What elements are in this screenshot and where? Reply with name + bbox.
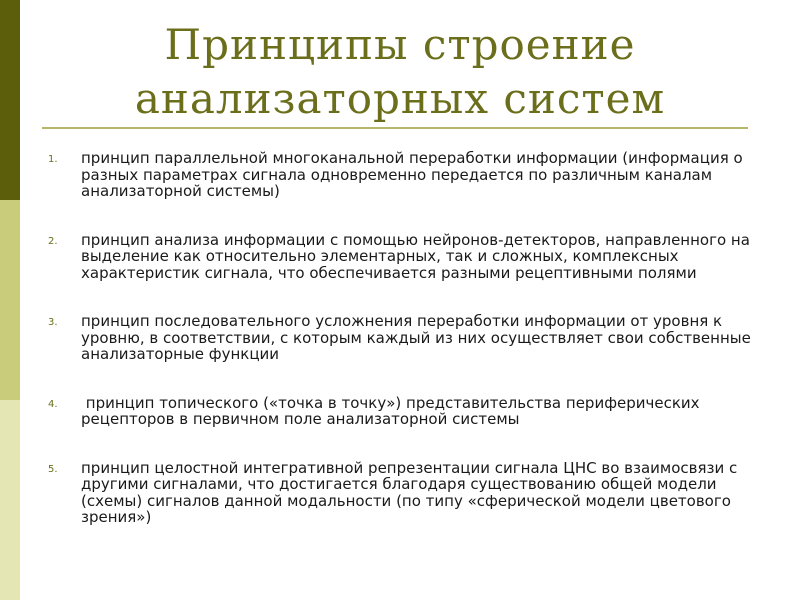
list-item [48,150,760,200]
side-bar-segment-middle [0,200,20,400]
side-bar-segment-top [0,0,20,200]
title-divider [42,127,748,129]
list-item-number: 2. [48,235,58,247]
side-bar-segment-bottom [0,400,20,600]
list-item-text: принцип анализа информации с помощью нейронов-детекторов, направленного на выделение как относительно элементарных, так и сложных, комплексных характеристик сигнала, что обеспечивается разными рецептивными полями [81,230,750,282]
list-item-number: 4. [48,398,58,410]
list-item-text: принцип параллельной многоканальной переработки информации (информация о разных параметрах сигнала одновременно передается по различным каналам анализаторной системы) [81,149,743,200]
list-item-text: принцип последовательного усложнения переработки информации от уровня к уровню, в соответствии, с которым каждый из них осуществляет свои собственные анализаторные функции [81,312,751,363]
principles-list [48,150,760,558]
list-item [48,395,760,428]
slide-title-line-2: анализаторных систем [134,74,666,123]
list-item-number: 5. [48,463,58,475]
list-item [48,460,760,526]
list-item-text: принцип целостной интегративной репрезентации сигнала ЦНС во взаимосвязи с другими сигналами, что достигается благодаря существованию общей модели (схемы) сигналов данной модальности (по типу «сферической модели цветового зрения») [81,458,738,526]
slide-title [40,18,760,126]
list-item-text: принцип топического («точка в точку») представительства периферических рецепторов в первичном поле анализаторной системы [81,393,705,428]
list-item-number: 1. [48,154,58,165]
list-item-number: 3. [48,317,58,328]
slide-title-line-1: Принципы строение [164,20,636,69]
list-item [48,313,760,363]
list-item [48,232,760,282]
